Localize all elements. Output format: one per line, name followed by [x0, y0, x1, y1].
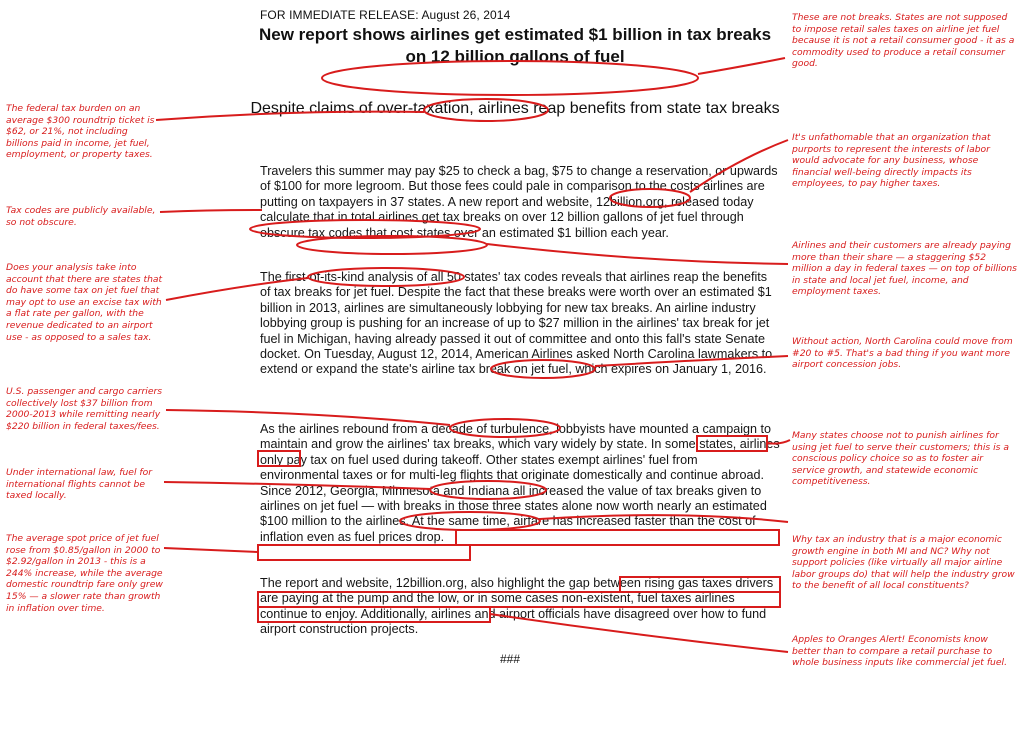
body-paragraph-4: The report and website, 12billion.org, also highlight the gap between rising gas taxes drivers are paying at the pump and the low, or in some cases non-existent, fuel taxes airlines continue to enjoy. Additionally, airlines and airport officials have disagreed over how to fund airport construction projects.: [260, 576, 774, 637]
annotation-right-apples-oranges: Apples to Oranges Alert! Economists know better than to compare a retail purchase to whole business inputs like commercial jet fuel.: [792, 634, 1008, 669]
annotation-connector-one-billion: [487, 244, 788, 264]
annotation-box-airfare-line-2: [258, 545, 470, 560]
press-release-subtitle: Despite claims of over-taxation, airlines reap benefits from state tax breaks: [250, 100, 780, 117]
annotation-left-international-law: Under international law, fuel for international flights cannot be taxed locally.: [6, 467, 153, 502]
annotation-connector-obscure: [160, 210, 262, 212]
annotation-connector-airfare: [164, 548, 258, 552]
press-release-title: New report shows airlines get estimated $1 billion in tax breaks on 12 billion gallons of fuel: [258, 25, 772, 66]
annotation-left-tax-codes-public: Tax codes are publicly available, so not obscure.: [6, 205, 156, 228]
release-date-line: FOR IMMEDIATE RELEASE: August 26, 2014: [260, 8, 511, 22]
annotation-right-not-breaks: These are not breaks. States are not supposed to impose retail sales taxes on airline jet fuel because it is not a retail consumer good - it as a commodity used to produce a retail consumer good.: [792, 12, 1015, 70]
annotation-right-growth-engine: Why tax an industry that is a major economic growth engine in both MI and NC? Why not support policies (like virtually all major airline labor groups do) that will help the industry grow to the benefit of all local constituents?: [792, 534, 1015, 592]
annotation-right-unfathomable: It's unfathomable that an organization that purports to represent the interests of labor would advocate for any business, whose financial well-being directly impacts its employees, to pay higher taxes.: [792, 132, 991, 190]
annotation-right-north-carolina: Without action, North Carolina could move from #20 to #5. That's a bad thing if you want more airport concession jobs.: [792, 336, 1013, 371]
annotation-left-federal-tax-burden: The federal tax burden on an average $300 roundtrip ticket is $62, or 21%, not including billions paid in income, jet fuel, employment, or property taxes.: [6, 103, 155, 161]
end-mark: ###: [500, 652, 521, 666]
annotation-right-policy-choice: Many states choose not to punish airlines for using jet fuel to serve their customers; this is a conscious policy choice so as to foster air service growth, and statewide economic competitiveness.: [792, 430, 1009, 488]
annotation-left-carrier-losses: U.S. passenger and cargo carriers collectively lost $37 billion from 2000-2013 while remitting nearly $220 billion in federal taxes/fees.: [6, 386, 163, 432]
annotation-left-fuel-spot-price: The average spot price of jet fuel rose from $0.85/gallon in 2000 to $2.92/gallon in 2013 - this is a 244% increase, while the average domestic roundtrip fare only grew 15% — a slower rate than growth in inflation over time.: [6, 533, 163, 614]
body-paragraph-2: The first-of-its-kind analysis of all 50 states' tax codes reveals that airlines reap the benefits of tax breaks for jet fuel. Despite the fact that these breaks were worth over an estimated $1 billion in 2013, airlines are simultaneously lobbying for new tax breaks. An airline industry lobbying group is pushing for an increase of up to $27 million in the airlines' tax break for jet fuel in Michigan, having already passed it out of committee and onto this fall's state Senate docket. On Tuesday, August 12, 2014, American Airlines asked North Carolina lawmakers to extend or expand the state's airline tax break on jet fuel, which expires on January 1, 2016.: [260, 270, 773, 377]
annotation-right-already-paying: Airlines and their customers are already paying more than their share — a staggering $52 million a day in federal taxes — on top of billions in state and local jet fuel, income, and employment taxes.: [792, 240, 1017, 298]
annotation-left-excise-tax: Does your analysis take into account that there are states that do have some tax on jet fuel that may opt to use an excise tax with a flat rate per gallon, with the revenue dedicated to an airport use - as opposed to a sales tax.: [6, 262, 163, 343]
body-paragraph-3: As the airlines rebound from a decade of turbulence, lobbyists have mounted a campaign to maintain and grow the airlines' tax breaks, which vary widely by state. In some states, airlines only pay tax on fuel used during takeoff. Other states exempt airlines' fuel from environmental taxes or for multi-leg flights that originate domestically and continue abroad. Since 2012, Georgia, Minnesota and Indiana all increased the value of tax breaks given to airlines on jet fuel — with breaks in those three states alone now worth nearly an estimated $100 million to the airlines. At the same time, airfare has increased faster than the cost of inflation even as fuel prices drop.: [260, 422, 780, 544]
body-paragraph-1: Travelers this summer may pay $25 to check a bag, $75 to change a reservation, or upwards of $100 for more legroom. But those fees could pale in comparison to the costs airlines are putting on taxpayers in 37 states. A new report and website, 12billion.org, released today calculate that in total airlines get tax breaks on over 12 billion gallons of jet fuel through obscure tax codes that cost states over an estimated $1 billion each year.: [260, 164, 778, 240]
